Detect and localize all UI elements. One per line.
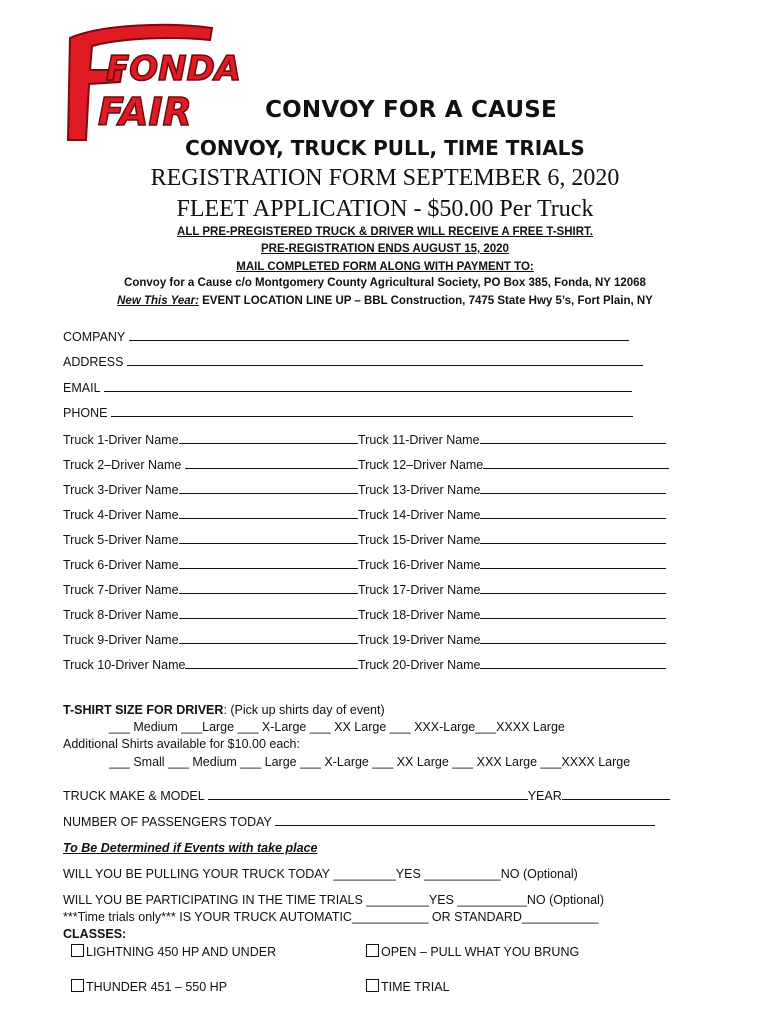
additional-shirts-note: Additional Shirts available for $10.00 each: <box>63 737 300 751</box>
class-thunder[interactable] <box>71 979 227 994</box>
phone-label: PHONE <box>63 406 108 420</box>
tbd-note: To Be Determined if Events with take place <box>63 841 318 855</box>
truck-driver-label: Truck 20-Driver Name <box>358 658 481 672</box>
truck-driver-label: Truck 3-Driver Name <box>63 483 179 497</box>
truck-driver-label: Truck 1-Driver Name <box>63 433 179 447</box>
truck-driver-label: Truck 18-Driver Name <box>358 608 481 622</box>
truck-driver-label: Truck 19-Driver Name <box>358 633 481 647</box>
time-trials-question[interactable]: WILL YOU BE PARTICIPATING IN THE TIME TRIALS _________YES __________NO (Optional) <box>63 893 604 907</box>
truck-driver-field[interactable] <box>358 633 666 647</box>
tshirt-size-heading <box>63 703 385 717</box>
class-open[interactable] <box>366 944 579 959</box>
truck-driver-label: Truck 16-Driver Name <box>358 558 481 572</box>
truck-driver-field[interactable] <box>358 508 666 522</box>
class-time-trial[interactable] <box>366 979 450 994</box>
transmission-question[interactable]: ***Time trials only*** IS YOUR TRUCK AUTOMATIC___________ OR STANDARD___________ <box>63 910 599 924</box>
email-label: EMAIL <box>63 381 101 395</box>
truck-driver-field[interactable] <box>63 633 358 647</box>
class-lightning[interactable] <box>71 944 276 959</box>
time-trial-label: TIME TRIAL <box>381 980 450 994</box>
truck-driver-field[interactable] <box>63 583 358 597</box>
classes-label: CLASSES: <box>63 927 127 941</box>
email-field[interactable] <box>63 381 632 395</box>
tshirt-size-label: T-SHIRT SIZE FOR DRIVER <box>63 703 224 717</box>
truck-driver-field[interactable] <box>63 533 358 547</box>
address-label: ADDRESS <box>63 355 124 369</box>
new-this-year-text: EVENT LOCATION LINE UP – BBL Construction, 7475 State Hwy 5’s, Fort Plain, NY <box>198 295 653 307</box>
year-label: YEAR <box>527 789 562 803</box>
new-this-year <box>0 295 770 307</box>
truck-driver-field[interactable] <box>358 583 666 597</box>
truck-driver-field[interactable] <box>358 658 666 672</box>
lightning-label: LIGHTNING 450 HP AND UNDER <box>86 945 277 959</box>
truck-driver-label: Truck 10-Driver Name <box>63 658 186 672</box>
truck-driver-label: Truck 14-Driver Name <box>358 508 481 522</box>
additional-shirt-sizes[interactable]: ___ Small ___ Medium ___ Large ___ X-Large ___ XX Large ___ XXX Large ___XXXX Large <box>109 755 631 769</box>
truck-driver-field[interactable] <box>358 483 666 497</box>
truck-driver-label: Truck 4-Driver Name <box>63 508 179 522</box>
truck-driver-field[interactable] <box>63 508 358 522</box>
phone-field[interactable] <box>63 406 633 420</box>
truck-driver-field[interactable] <box>63 483 358 497</box>
open-checkbox[interactable] <box>366 944 379 957</box>
new-this-year-label: New This Year: <box>117 295 199 307</box>
passengers-field[interactable] <box>63 815 655 829</box>
truck-driver-field[interactable] <box>63 458 358 472</box>
thunder-checkbox[interactable] <box>71 979 84 992</box>
open-label: OPEN – PULL WHAT YOU BRUNG <box>381 945 580 959</box>
truck-driver-field[interactable] <box>358 608 666 622</box>
thunder-label: THUNDER 451 – 550 HP <box>86 980 228 994</box>
make-model-label: TRUCK MAKE & MODEL <box>63 789 205 803</box>
tshirt-note: ALL PRE-PREGISTERED TRUCK & DRIVER WILL RECEIVE A FREE T-SHIRT. <box>177 226 593 238</box>
truck-driver-field[interactable] <box>358 458 669 472</box>
truck-make-model-field[interactable] <box>63 789 670 803</box>
passengers-label: NUMBER OF PASSENGERS TODAY <box>63 815 272 829</box>
pulling-question[interactable]: WILL YOU BE PULLING YOUR TRUCK TODAY _________YES ___________NO (Optional) <box>63 867 578 881</box>
tshirt-size-note: : (Pick up shirts day of event) <box>223 703 385 717</box>
truck-driver-field[interactable] <box>63 608 358 622</box>
fonda-fair-logo <box>62 20 247 145</box>
deadline-note: PRE-REGISTRATION ENDS AUGUST 15, 2020 <box>261 243 509 255</box>
company-field[interactable] <box>63 330 629 344</box>
address-field[interactable] <box>63 355 643 369</box>
truck-driver-label: Truck 5-Driver Name <box>63 533 179 547</box>
time-trial-checkbox[interactable] <box>366 979 379 992</box>
fleet-heading: FLEET APPLICATION - $50.00 Per Truck <box>176 196 594 222</box>
truck-driver-label: Truck 7-Driver Name <box>63 583 179 597</box>
page-title: CONVOY FOR A CAUSE <box>265 97 557 123</box>
truck-driver-label: Truck 2–Driver Name <box>63 458 185 472</box>
truck-driver-field[interactable] <box>358 533 666 547</box>
company-label: COMPANY <box>63 330 126 344</box>
truck-driver-label: Truck 6-Driver Name <box>63 558 179 572</box>
mailing-address: Convoy for a Cause c/o Montgomery County Agricultural Society, PO Box 385, Fonda, NY 12068 <box>124 277 646 289</box>
truck-driver-field[interactable] <box>63 433 358 447</box>
logo-line2: FAIR <box>98 90 192 134</box>
truck-driver-label: Truck 12–Driver Name <box>358 458 484 472</box>
truck-driver-label: Truck 15-Driver Name <box>358 533 481 547</box>
mail-note: MAIL COMPLETED FORM ALONG WITH PAYMENT TO: <box>236 261 534 273</box>
truck-driver-label: Truck 17-Driver Name <box>358 583 481 597</box>
truck-driver-label: Truck 13-Driver Name <box>358 483 481 497</box>
page-subtitle: CONVOY, TRUCK PULL, TIME TRIALS <box>185 136 585 160</box>
logo-line1: FONDA <box>106 49 242 89</box>
lightning-checkbox[interactable] <box>71 944 84 957</box>
truck-driver-field[interactable] <box>63 658 358 672</box>
truck-driver-field[interactable] <box>358 558 666 572</box>
truck-driver-label: Truck 8-Driver Name <box>63 608 179 622</box>
truck-driver-field[interactable] <box>63 558 358 572</box>
driver-shirt-sizes[interactable]: ___ Medium ___Large ___ X-Large ___ XX Large ___ XXX-Large___XXXX Large <box>109 720 565 734</box>
registration-heading: REGISTRATION FORM SEPTEMBER 6, 2020 <box>150 165 620 191</box>
truck-driver-field[interactable] <box>358 433 666 447</box>
truck-driver-label: Truck 9-Driver Name <box>63 633 179 647</box>
truck-driver-label: Truck 11-Driver Name <box>358 433 480 447</box>
